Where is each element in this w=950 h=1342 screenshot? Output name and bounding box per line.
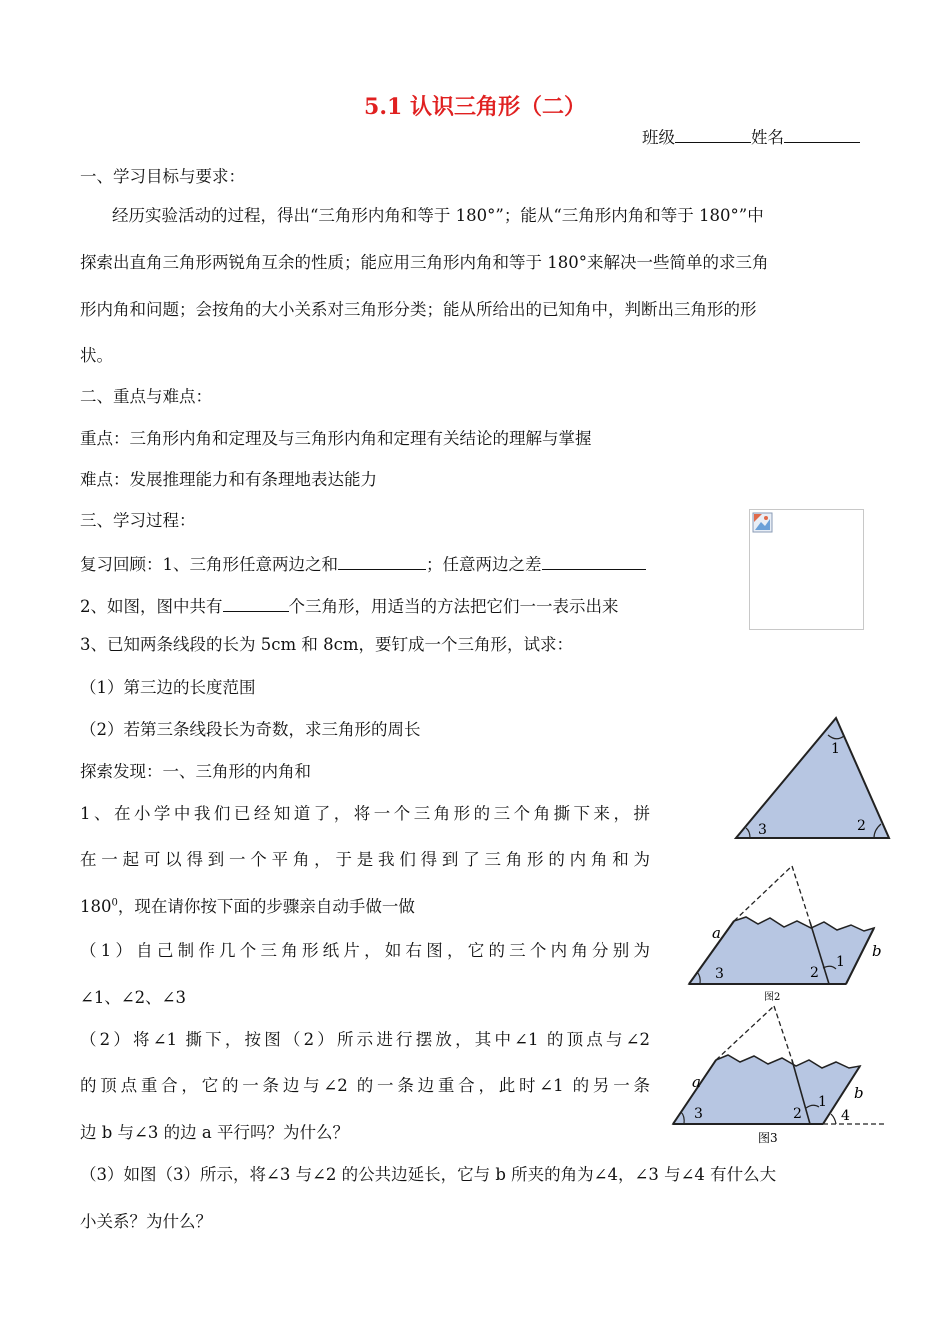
step-3-line-2: 小关系？为什么？ <box>80 1212 212 1231</box>
diff-blank[interactable] <box>542 551 646 570</box>
fig2-caption: 图2 <box>764 992 781 1003</box>
name-blank[interactable] <box>784 124 860 143</box>
step-1-line-1: （1）自己制作几个三角形纸片，如右图，它的三个内角分别为 <box>80 941 650 960</box>
step-2-line-1: （2）将∠1 撕下，按图（2）所示进行摆放，其中∠1 的顶点与∠2 <box>80 1030 650 1049</box>
section1-heading: 一、学习目标与要求： <box>80 167 245 186</box>
fig2-angle-2-label: 2 <box>810 965 819 981</box>
degree-superscript: 0 <box>111 897 118 909</box>
q2-text-b: 个三角形，用适当的方法把它们一一表示出来 <box>288 597 619 616</box>
class-label: 班级 <box>642 128 675 147</box>
review-text-a: 复习回顾：1、三角形任意两边之和 <box>80 555 338 574</box>
fig2-side-b-label: b <box>872 942 882 960</box>
fig1-angle-1-label: 1 <box>831 741 840 757</box>
page-title: 5.1 认识三角形（二） <box>364 94 586 120</box>
name-label: 姓名 <box>751 128 784 147</box>
section3-heading: 三、学习过程： <box>80 511 196 530</box>
fig2-angle-3-label: 3 <box>715 966 724 982</box>
review-text-b: ；任意两边之差 <box>426 555 542 574</box>
broken-image-icon <box>752 512 774 534</box>
question-3-part-1: （1）第三边的长度范围 <box>80 678 256 697</box>
question-2 <box>80 593 619 618</box>
image-placeholder-frame <box>749 509 864 630</box>
explore-1-line-3 <box>80 896 415 918</box>
question-3: 3、已知两条线段的长为 5cm 和 8cm，要钉成一个三角形，试求： <box>80 635 574 654</box>
difficult-point: 难点：发展推理能力和有条理地表达能力 <box>80 470 377 489</box>
class-blank[interactable] <box>675 124 751 143</box>
step-2-line-3: 边 b 与∠3 的边 a 平行吗？为什么？ <box>80 1123 349 1142</box>
step-2-line-2: 的顶点重合，它的一条边与∠2 的一条边重合，此时∠1 的另一条 <box>80 1076 650 1095</box>
triangle-figure-1 <box>728 712 898 844</box>
section2-heading: 二、重点与难点： <box>80 387 212 406</box>
explore-1-line-2: 在一起可以得到一个平角，于是我们得到了三角形的内角和为 <box>80 850 650 869</box>
goal-line-2: 探索出直角三角形两锐角互余的性质；能应用三角形内角和等于 180°来解决一些简单的求三角 <box>80 253 769 272</box>
goal-line-4: 状。 <box>80 346 113 365</box>
fig3-side-b-label: b <box>854 1084 864 1102</box>
step-1-line-2: ∠1、∠2、∠3 <box>80 988 186 1007</box>
goal-line-3: 形内角和问题；会按角的大小关系对三角形分类；能从所给出的已知角中，判断出三角形的形 <box>80 300 757 319</box>
explore-1-rest: ，现在请你按下面的步骤亲自动手做一做 <box>117 897 415 916</box>
explore-heading: 探索发现：一、三角形的内角和 <box>80 762 311 781</box>
fig3-caption: 图3 <box>758 1131 778 1145</box>
review-line <box>80 551 646 576</box>
triangle-shape <box>736 718 889 838</box>
fig2-angle-1-label: 1 <box>836 954 845 970</box>
fig3-angle-2-label: 2 <box>793 1106 802 1122</box>
step-3-line-1: （3）如图（3）所示，将∠3 与∠2 的公共边延长，它与 b 所夹的角为∠4，∠3 与∠4 有什么大 <box>80 1165 777 1184</box>
goal-line-1: 经历实验活动的过程，得出“三角形内角和等于 180°”；能从“三角形内角和等于 180°”中 <box>112 206 764 225</box>
q2-text-a: 2、如图，图中共有 <box>80 597 223 616</box>
fig3-angle-4-label: 4 <box>841 1108 850 1124</box>
fig3-angle-3-label: 3 <box>694 1106 703 1122</box>
fig2-side-a-label: a <box>712 924 721 942</box>
question-3-part-2: （2）若第三条线段长为奇数，求三角形的周长 <box>80 720 421 739</box>
degree-number: 180 <box>80 897 112 916</box>
torn-angle-figure-2 <box>684 858 894 1008</box>
fig3-angle-1-label: 1 <box>818 1094 827 1110</box>
class-name-line <box>642 124 860 149</box>
key-point: 重点：三角形内角和定理及与三角形内角和定理有关结论的理解与掌握 <box>80 429 592 448</box>
torn-angle-figure-3 <box>668 996 890 1146</box>
count-blank[interactable] <box>223 593 289 612</box>
explore-1-line-1: 1、在小学中我们已经知道了，将一个三角形的三个角撕下来，拼 <box>80 804 650 823</box>
sum-blank[interactable] <box>338 551 426 570</box>
fig1-angle-3-label: 3 <box>758 822 767 838</box>
fig1-angle-2-label: 2 <box>857 818 866 834</box>
fig3-side-a-label: a <box>692 1073 701 1091</box>
